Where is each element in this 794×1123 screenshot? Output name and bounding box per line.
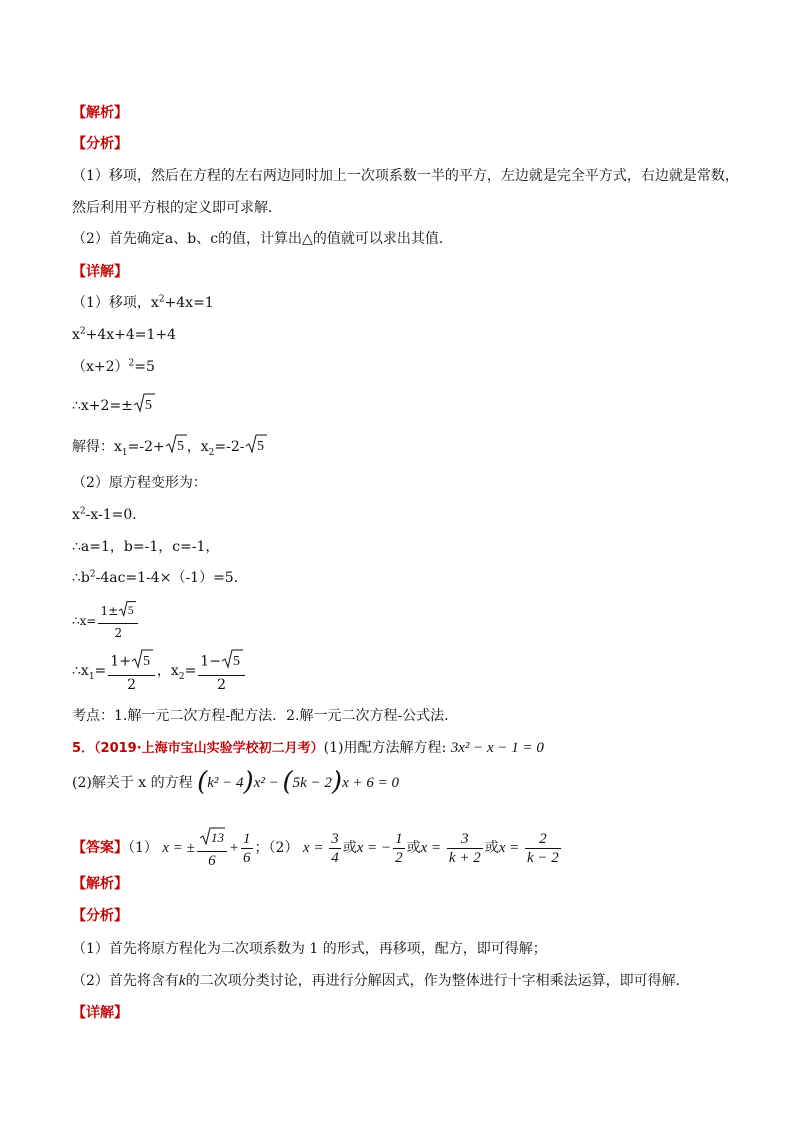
sqrt-symbol	[245, 433, 267, 461]
question-5-part2: (2)解关于 x 的方程 (k² − 4)x² − (5k − 2)x + 6 = 0	[72, 767, 399, 797]
sqrt-symbol	[133, 392, 155, 420]
q5-fenxi-heading: 【分析】	[72, 908, 128, 924]
step-3: $(x+2)^2=5$	[72, 358, 155, 375]
sqrt-symbol	[199, 826, 225, 851]
part2-intro: （2）原方程变形为：	[72, 475, 207, 491]
svg-text:5: 5	[176, 439, 184, 454]
formula-line: ∴x= 1± 5 2	[72, 600, 140, 642]
kaodian: 考点：1.解一元二次方程-配方法．2.解一元二次方程-公式法．	[72, 708, 459, 724]
fenxi-line-2: 然后利用平方根的定义即可求解．	[72, 200, 282, 216]
fenxi-line-3: （2）首先确定a、b、c的值，计算出△的值就可以求出其值．	[72, 231, 453, 247]
q5-analysis-heading: 【解析】	[72, 876, 128, 892]
part2-eq: $x^2-x-1=0$．	[72, 506, 147, 523]
q5-fenxi-2: （2）首先将含有k的二次项分类讨论，再进行分解因式，作为整体进行十字相乘法运算，即可得解.	[72, 973, 681, 989]
svg-text:5: 5	[256, 439, 264, 454]
fenxi-line-1: （1）移项，然后在方程的左右两边同时加上一次项系数一半的平方，左边就是完全平方式，右边就是常数，	[72, 168, 739, 184]
abc-values: ∴a=1，b=-1，c=-1，	[72, 539, 220, 555]
analysis-heading: 【解析】	[72, 105, 128, 121]
sqrt-symbol	[165, 433, 187, 461]
svg-text:5: 5	[142, 654, 150, 669]
sqrt-symbol	[221, 648, 243, 675]
step-4: ∴x+2=± 5	[72, 392, 155, 420]
discriminant: $\therefore b^2-4ac=1-4\times(-1)=5$．	[72, 569, 248, 586]
solve-line: 解得：$x_1=-2+$ 5 ，$x_2=-2-$ 5	[72, 433, 267, 461]
step-1: （1）移项，$x^2+4x=1$	[72, 294, 214, 311]
sqrt-symbol	[118, 600, 136, 623]
fenxi-heading: 【分析】	[72, 136, 128, 152]
svg-text:5: 5	[144, 398, 152, 413]
detail-heading: 【详解】	[72, 264, 128, 280]
q5-fenxi-1: （1）首先将原方程化为二次项系数为 1 的形式，再移项，配方，即可得解；	[72, 941, 547, 957]
svg-text:5: 5	[127, 604, 134, 617]
step-2: $x^2+4x+4=1+4$	[72, 326, 177, 343]
answer-line: 【答案】（1） x = ± $\frac{13}{6}$ + $\frac{1}{6}$ ；（2） x = $\frac{3}{4}$ 或x = − $\frac{1}{2}$ 或x = $\frac{3}{k + 2}$ 或x = $\frac{2}{k - 2}$	[72, 826, 563, 870]
svg-text:13: 13	[210, 830, 224, 845]
svg-text:5: 5	[232, 654, 240, 669]
sqrt-symbol	[131, 648, 153, 675]
q5-detail-heading: 【详解】	[72, 1005, 128, 1021]
roots-line: $\therefore x_1=$ 1+ 5 2 ，$x_2=$ 1− 5 2	[72, 648, 247, 694]
question-5-header: 5．（2019·上海市宝山实验学校初二月考）(1)用配方法解方程: 3x² − x − 1 = 0	[72, 740, 544, 756]
